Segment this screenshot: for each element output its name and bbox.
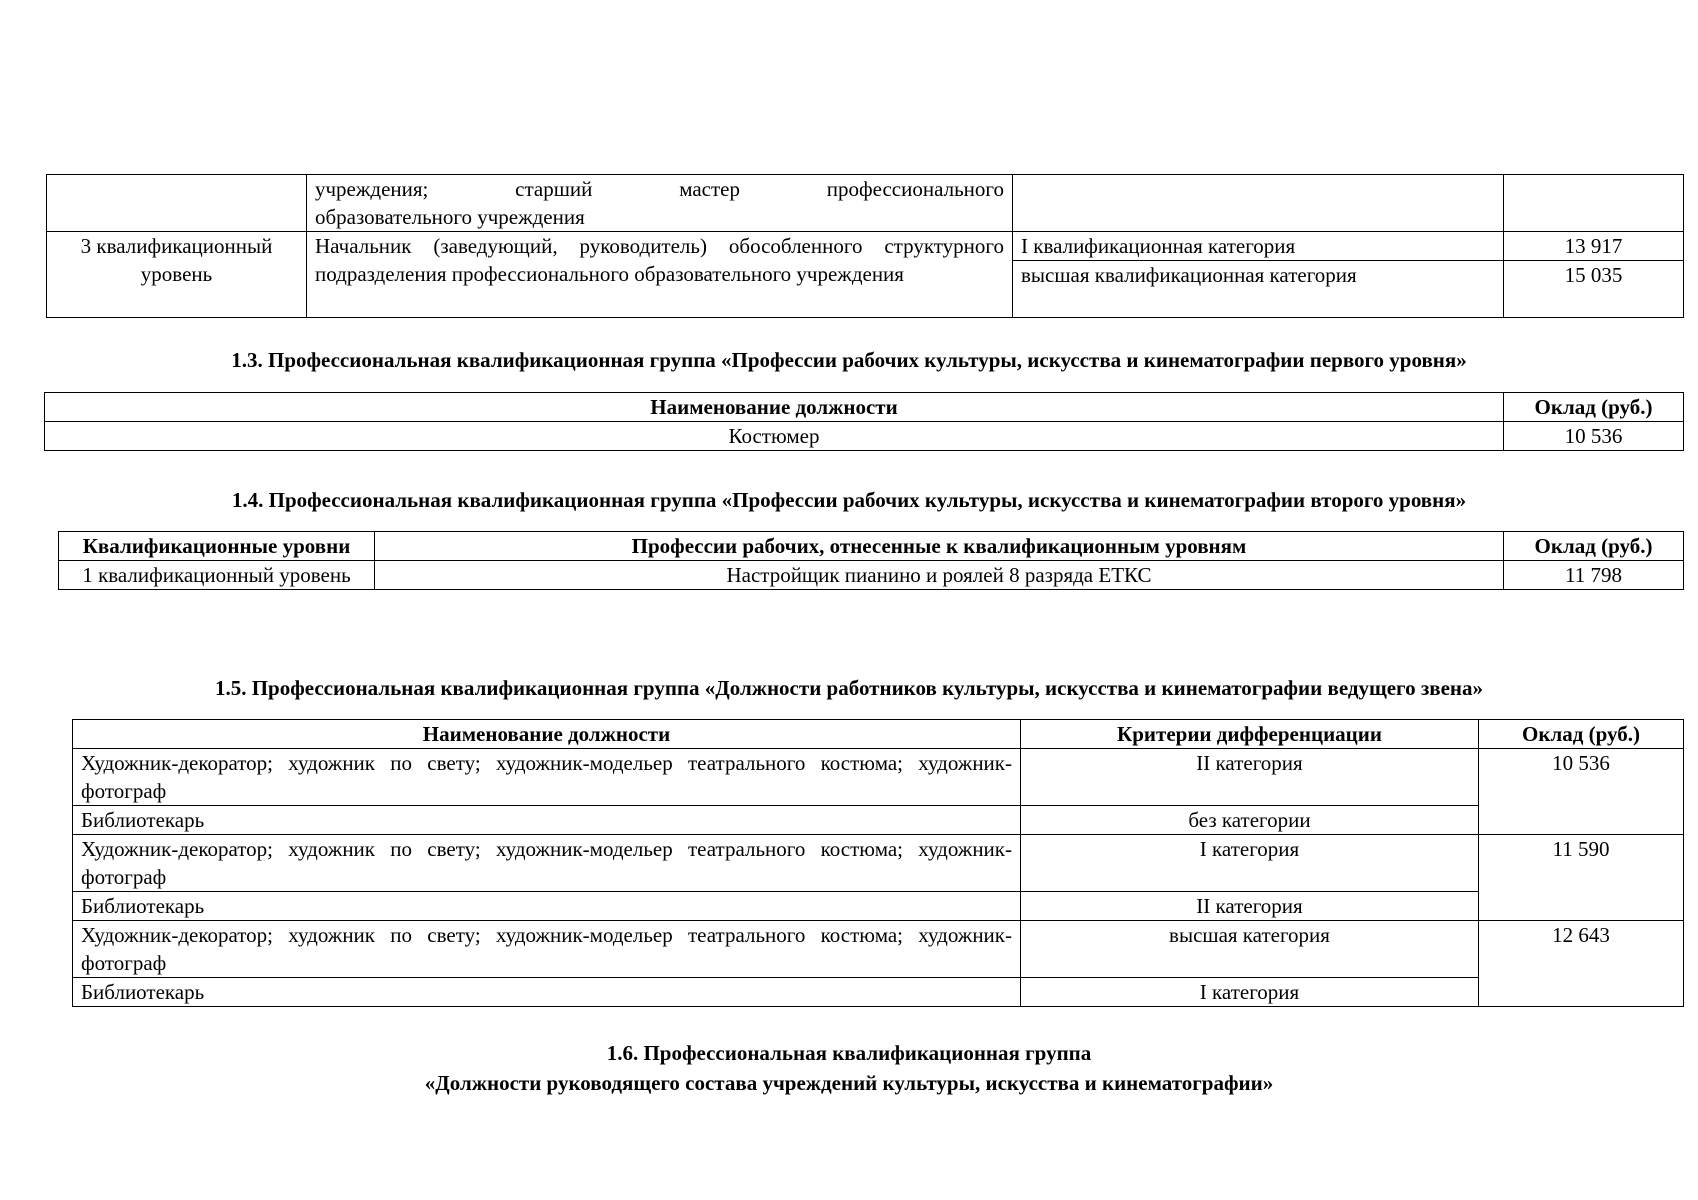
level-cell [47,175,307,232]
name-cell: Костюмер [45,422,1504,451]
table-header-row [45,393,1684,422]
table-header-row [59,532,1684,561]
section-heading: 1.3. Профессиональная квалификационная группа «Профессии рабочих культуры, искусства и кинематографии первого уровня» [231,348,1467,372]
position-cell [307,175,1013,232]
table-row [73,806,1684,835]
salary-cell: 12 643 [1479,921,1684,1007]
table-header-row [73,720,1684,749]
category-cell: I квалификационная категория [1013,232,1504,261]
criteria-cell: без категории [1021,806,1479,835]
table-row [47,175,1684,232]
position-cell: Художник-декоратор; художник по свету; художник-модельер театрального костюма; художник-фотограф [73,835,1021,892]
table-row [45,422,1684,451]
col-header-salary: Оклад (руб.) [1479,720,1684,749]
table-1-4 [58,531,1684,590]
table-top [46,174,1684,318]
position-cell: Библиотекарь [73,892,1021,921]
criteria-cell: I категория [1021,978,1479,1007]
table-1-5 [72,719,1684,1007]
level-cell: 3 квалификационный уровень [47,232,307,318]
table-row [73,892,1684,921]
col-header-name: Наименование должности [45,393,1504,422]
col-header-levels: Квалификационные уровни [59,532,375,561]
position-cell: Начальник (заведующий, руководитель) обособленного структурного подразделения профессионального образовательного учреждения [307,232,1013,318]
profession-cell: Настройщик пианино и роялей 8 разряда ЕТКС [375,561,1504,590]
category-cell: высшая квалификационная категория [1013,261,1504,318]
criteria-cell: высшая категория [1021,921,1479,978]
position-cell: Художник-декоратор; художник по свету; художник-модельер театрального костюма; художник-фотограф [73,749,1021,806]
col-header-name: Наименование должности [73,720,1021,749]
criteria-cell: I категория [1021,835,1479,892]
position-line: образовательного учреждения [315,205,585,229]
table-row [73,978,1684,1007]
col-header-criteria: Критерии дифференциации [1021,720,1479,749]
position-cell: Библиотекарь [73,806,1021,835]
section-heading: 1.5. Профессиональная квалификационная группа «Должности работников культуры, искусства и кинематографии ведущего звена» [214,676,1484,700]
salary-cell: 10 536 [1479,749,1684,835]
criteria-cell: II категория [1021,892,1479,921]
position-cell: Художник-декоратор; художник по свету; художник-модельер театрального костюма; художник-фотограф [73,921,1021,978]
section-heading: 1.6. Профессиональная квалификационная группа [606,1041,1092,1065]
salary-cell: 10 536 [1504,422,1684,451]
salary-cell: 13 917 [1504,232,1684,261]
salary-cell: 11 590 [1479,835,1684,921]
salary-cell [1504,175,1684,232]
table-row [73,921,1684,978]
section-heading: 1.4. Профессиональная квалификационная группа «Профессии рабочих культуры, искусства и кинематографии второго уровня» [231,488,1467,512]
position-line: учреждения; старший мастер профессионального [315,177,1004,201]
col-header-salary: Оклад (руб.) [1504,532,1684,561]
col-header-professions: Профессии рабочих, отнесенные к квалификационным уровням [375,532,1504,561]
salary-cell: 15 035 [1504,261,1684,318]
table-row [73,749,1684,806]
col-header-salary: Оклад (руб.) [1504,393,1684,422]
table-row [47,232,1684,261]
section-heading-line2: «Должности руководящего состава учреждений культуры, искусства и кинематографии» [424,1071,1274,1095]
criteria-cell: II категория [1021,749,1479,806]
table-row [59,561,1684,590]
table-1-3 [44,392,1684,451]
salary-cell: 11 798 [1504,561,1684,590]
table-row [73,835,1684,892]
position-cell: Библиотекарь [73,978,1021,1007]
level-cell: 1 квалификационный уровень [59,561,375,590]
category-cell [1013,175,1504,232]
